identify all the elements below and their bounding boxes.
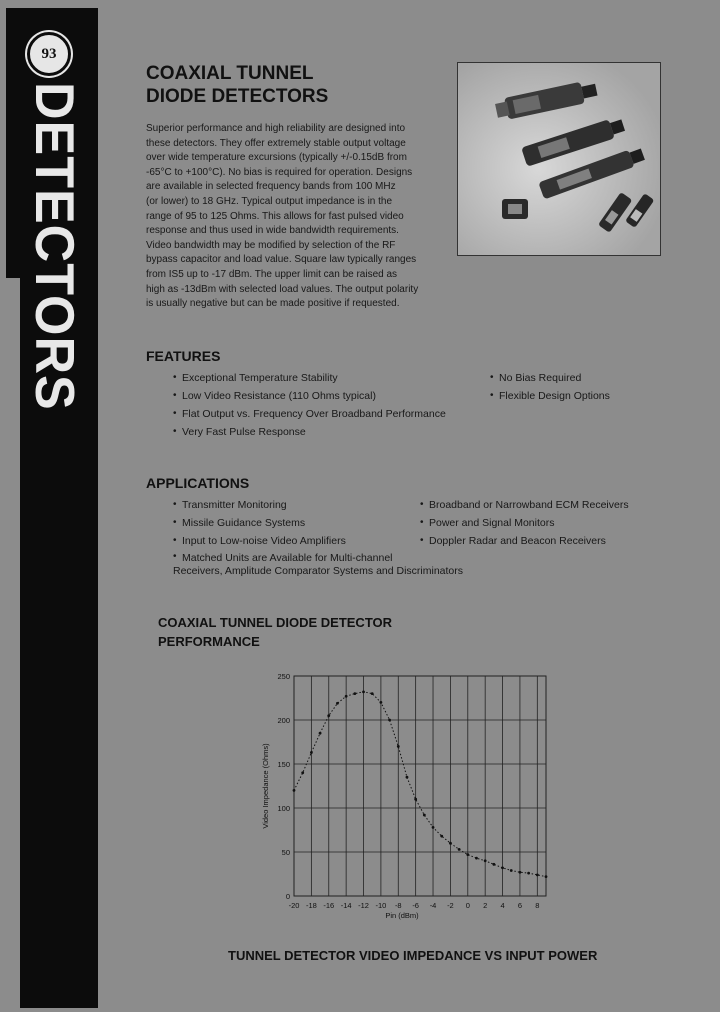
impedance-data-point [501, 866, 504, 869]
impedance-data-point [388, 719, 391, 722]
feature-item: • Low Video Resistance (110 Ohms typical) [173, 387, 446, 405]
intro-line: over wide temperature excursions (typically +/-0.15dB from [146, 152, 407, 164]
impedance-data-point [440, 835, 443, 838]
y-tick-label: 0 [285, 892, 290, 901]
y-tick-label: 50 [281, 848, 290, 857]
impedance-data-point [432, 826, 435, 829]
intro-line: -65°C to +100°C). No bias is required for operation. Designs [146, 166, 413, 178]
application-item: • Input to Low-noise Video Amplifiers [173, 532, 463, 550]
intro-line: are available in selected frequency bands from 100 MHz [146, 181, 396, 193]
application-item-line-1: • Matched Units are Available for Multi-channel [182, 552, 393, 564]
impedance-data-point [336, 702, 339, 705]
detector-illustration [458, 63, 660, 255]
x-tick-label: -16 [323, 901, 335, 910]
page-number: 93 [41, 45, 57, 62]
application-item: • Power and Signal Monitors [420, 514, 629, 532]
intro-line: is usually negative but can be made positive if requested. [146, 298, 400, 310]
application-item-line-2: Receivers, Amplitude Comparator Systems and Discriminators [173, 565, 464, 577]
application-item [173, 550, 463, 581]
applications-list-right [420, 496, 629, 550]
feature-item: • Exceptional Temperature Stability [173, 369, 446, 387]
x-tick-label: -18 [305, 901, 317, 910]
impedance-data-point [536, 873, 539, 876]
y-tick-label: 200 [277, 716, 290, 725]
x-tick-label: -2 [447, 901, 454, 910]
features-list-left [173, 369, 446, 441]
impedance-data-point [379, 701, 382, 704]
impedance-data-point [510, 869, 513, 872]
impedance-data-point [466, 853, 469, 856]
impedance-data-point [423, 814, 426, 817]
page-title-line-2: DIODE DETECTORS [146, 86, 329, 107]
impedance-data-point [492, 863, 495, 866]
intro-line: Video bandwidth may be modified by selection of the RF [146, 239, 396, 251]
impedance-data-point [475, 857, 478, 860]
chart-caption: TUNNEL DETECTOR VIDEO IMPEDANCE VS INPUT POWER [228, 948, 598, 963]
sidebar-notch [6, 278, 20, 1008]
impedance-data-point [301, 771, 304, 774]
x-tick-label: -4 [429, 901, 437, 910]
chart-section-title-line-1: COAXIAL TUNNEL DIODE DETECTOR [158, 615, 393, 630]
x-tick-label: -20 [288, 901, 300, 910]
impedance-data-point [449, 842, 452, 845]
y-tick-label: 100 [277, 804, 290, 813]
application-item: • Broadband or Narrowband ECM Receivers [420, 496, 629, 514]
application-item: • Missile Guidance Systems [173, 514, 463, 532]
features-heading: FEATURES [146, 348, 221, 364]
impedance-data-point [345, 695, 348, 698]
impedance-data-point [362, 690, 365, 693]
impedance-data-point [545, 875, 548, 878]
x-tick-label: -6 [412, 901, 419, 910]
intro-paragraph [146, 122, 434, 312]
y-tick-label: 150 [277, 760, 290, 769]
impedance-data-point [484, 859, 487, 862]
impedance-series-line [294, 692, 546, 877]
intro-line: these detectors. They offer extremely stable output voltage [146, 137, 406, 149]
x-tick-label: 6 [517, 901, 523, 910]
x-tick-label: -12 [358, 901, 369, 910]
plot-frame [294, 676, 546, 896]
x-tick-label: -8 [394, 901, 402, 910]
x-tick-label: -10 [375, 901, 387, 910]
impedance-data-point [293, 789, 296, 792]
impedance-data-point [310, 751, 313, 754]
x-tick-label: 2 [483, 901, 488, 910]
intro-line: bypass capacitor and load value. Square law typically ranges [146, 254, 417, 266]
chart-section-title [158, 613, 392, 651]
application-item: • Doppler Radar and Beacon Receivers [420, 532, 629, 550]
intro-line: response and thus used in wide bandwidth requirements. [146, 225, 399, 237]
impedance-data-point [414, 798, 417, 801]
feature-item: • Flexible Design Options [490, 387, 610, 405]
intro-line: from IS5 up to -17 dBm. The upper limit can be raised as [146, 268, 398, 280]
chart-section-title-line-2: PERFORMANCE [158, 634, 260, 649]
x-tick-label: -14 [340, 901, 352, 910]
impedance-data-point [353, 692, 356, 695]
y-tick-label: 250 [277, 672, 290, 681]
intro-line: Superior performance and high reliability are designed into [146, 123, 406, 134]
impedance-data-point [327, 714, 330, 717]
impedance-data-point [519, 871, 522, 874]
intro-line: (or lower) to 18 GHz. Typical output impedance is in the [146, 195, 393, 207]
application-item: • Transmitter Monitoring [173, 496, 463, 514]
impedance-chart [250, 668, 560, 928]
y-axis-label: Video Impedance (Ohms) [261, 743, 270, 829]
x-tick-label: 4 [500, 901, 505, 910]
features-list-right [490, 369, 610, 405]
impedance-data-point [458, 848, 461, 851]
intro-line: range of 95 to 125 Ohms. This allows for fast pulsed video [146, 210, 404, 222]
x-tick-label: 8 [535, 901, 540, 910]
feature-item: • Very Fast Pulse Response [173, 423, 446, 441]
feature-item: • No Bias Required [490, 369, 610, 387]
impedance-data-point [397, 745, 400, 748]
feature-item: • Flat Output vs. Frequency Over Broadband Performance [173, 405, 446, 423]
product-photo [457, 62, 661, 256]
section-title: DETECTORS [23, 82, 85, 411]
impedance-data-point [527, 872, 530, 875]
page-title-line-1: COAXIAL TUNNEL [146, 63, 314, 84]
x-tick-label: 0 [465, 901, 470, 910]
impedance-data-point [319, 732, 322, 735]
page-title [146, 62, 328, 108]
intro-line: high as -13dBm with selected load values. The output polarity [146, 283, 419, 295]
applications-heading: APPLICATIONS [146, 475, 250, 491]
impedance-data-point [371, 692, 374, 695]
impedance-data-point [406, 776, 409, 779]
page-number-badge [27, 32, 71, 76]
x-axis-label: Pin (dBm) [385, 911, 419, 920]
